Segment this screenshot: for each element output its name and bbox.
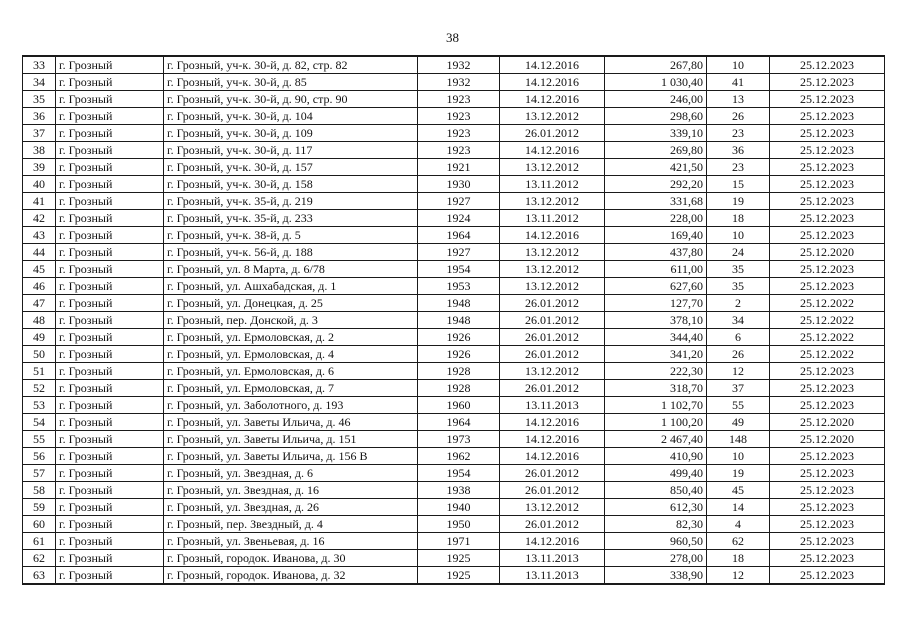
table-row — [23, 465, 885, 482]
deadline-cell: 25.12.2023 — [770, 261, 885, 278]
deadline-cell: 25.12.2023 — [770, 227, 885, 244]
row-number-cell: 46 — [23, 278, 56, 295]
table-row — [23, 533, 885, 550]
build-year-cell: 1973 — [418, 431, 500, 448]
deadline-cell: 25.12.2023 — [770, 56, 885, 74]
city-cell: г. Грозный — [56, 329, 164, 346]
table-row — [23, 431, 885, 448]
row-number-cell: 57 — [23, 465, 56, 482]
row-number-cell: 59 — [23, 499, 56, 516]
build-year-cell: 1953 — [418, 278, 500, 295]
area-cell: 298,60 — [605, 108, 707, 125]
inclusion-date-cell: 26.01.2012 — [500, 346, 605, 363]
deadline-cell: 25.12.2023 — [770, 380, 885, 397]
inclusion-date-cell: 13.12.2012 — [500, 499, 605, 516]
residents-count-cell: 4 — [707, 516, 770, 533]
address-cell: г. Грозный, уч-к. 38-й, д. 5 — [164, 227, 418, 244]
row-number-cell: 34 — [23, 74, 56, 91]
address-cell: г. Грозный, уч-к. 30-й, д. 90, стр. 90 — [164, 91, 418, 108]
area-cell: 278,00 — [605, 550, 707, 567]
address-cell: г. Грозный, ул. Ермоловская, д. 2 — [164, 329, 418, 346]
city-cell: г. Грозный — [56, 56, 164, 74]
area-cell: 2 467,40 — [605, 431, 707, 448]
table-row — [23, 193, 885, 210]
address-cell: г. Грозный, городок. Иванова, д. 32 — [164, 567, 418, 585]
deadline-cell: 25.12.2023 — [770, 108, 885, 125]
inclusion-date-cell: 14.12.2016 — [500, 91, 605, 108]
city-cell: г. Грозный — [56, 550, 164, 567]
address-cell: г. Грозный, городок. Иванова, д. 30 — [164, 550, 418, 567]
city-cell: г. Грозный — [56, 448, 164, 465]
area-cell: 1 030,40 — [605, 74, 707, 91]
residents-count-cell: 24 — [707, 244, 770, 261]
row-number-cell: 37 — [23, 125, 56, 142]
area-cell: 292,20 — [605, 176, 707, 193]
row-number-cell: 62 — [23, 550, 56, 567]
table-row — [23, 244, 885, 261]
table-row — [23, 312, 885, 329]
address-cell: г. Грозный, ул. Заветы Ильича, д. 151 — [164, 431, 418, 448]
area-cell: 499,40 — [605, 465, 707, 482]
residents-count-cell: 10 — [707, 56, 770, 74]
city-cell: г. Грозный — [56, 533, 164, 550]
inclusion-date-cell: 14.12.2016 — [500, 414, 605, 431]
area-cell: 318,70 — [605, 380, 707, 397]
build-year-cell: 1954 — [418, 261, 500, 278]
row-number-cell: 35 — [23, 91, 56, 108]
inclusion-date-cell: 13.12.2012 — [500, 261, 605, 278]
deadline-cell: 25.12.2023 — [770, 142, 885, 159]
deadline-cell: 25.12.2023 — [770, 482, 885, 499]
address-cell: г. Грозный, ул. Ермоловская, д. 7 — [164, 380, 418, 397]
build-year-cell: 1927 — [418, 193, 500, 210]
city-cell: г. Грозный — [56, 312, 164, 329]
row-number-cell: 47 — [23, 295, 56, 312]
inclusion-date-cell: 13.11.2013 — [500, 397, 605, 414]
city-cell: г. Грозный — [56, 397, 164, 414]
inclusion-date-cell: 14.12.2016 — [500, 448, 605, 465]
table-row — [23, 159, 885, 176]
build-year-cell: 1950 — [418, 516, 500, 533]
area-cell: 222,30 — [605, 363, 707, 380]
build-year-cell: 1932 — [418, 74, 500, 91]
city-cell: г. Грозный — [56, 244, 164, 261]
deadline-cell: 25.12.2023 — [770, 74, 885, 91]
row-number-cell: 60 — [23, 516, 56, 533]
city-cell: г. Грозный — [56, 159, 164, 176]
inclusion-date-cell: 13.11.2012 — [500, 176, 605, 193]
deadline-cell: 25.12.2022 — [770, 295, 885, 312]
table-row — [23, 346, 885, 363]
city-cell: г. Грозный — [56, 346, 164, 363]
row-number-cell: 45 — [23, 261, 56, 278]
area-cell: 410,90 — [605, 448, 707, 465]
table-row — [23, 176, 885, 193]
area-cell: 269,80 — [605, 142, 707, 159]
address-cell: г. Грозный, пер. Звездный, д. 4 — [164, 516, 418, 533]
residents-count-cell: 34 — [707, 312, 770, 329]
city-cell: г. Грозный — [56, 108, 164, 125]
inclusion-date-cell: 26.01.2012 — [500, 295, 605, 312]
row-number-cell: 44 — [23, 244, 56, 261]
build-year-cell: 1923 — [418, 142, 500, 159]
inclusion-date-cell: 13.12.2012 — [500, 363, 605, 380]
inclusion-date-cell: 13.11.2013 — [500, 550, 605, 567]
inclusion-date-cell: 13.11.2013 — [500, 567, 605, 585]
table-row — [23, 142, 885, 159]
area-cell: 338,90 — [605, 567, 707, 585]
residents-count-cell: 10 — [707, 227, 770, 244]
table-row — [23, 550, 885, 567]
build-year-cell: 1928 — [418, 363, 500, 380]
residents-count-cell: 19 — [707, 465, 770, 482]
build-year-cell: 1948 — [418, 312, 500, 329]
row-number-cell: 55 — [23, 431, 56, 448]
table-row — [23, 91, 885, 108]
city-cell: г. Грозный — [56, 295, 164, 312]
city-cell: г. Грозный — [56, 414, 164, 431]
row-number-cell: 40 — [23, 176, 56, 193]
deadline-cell: 25.12.2023 — [770, 176, 885, 193]
area-cell: 246,00 — [605, 91, 707, 108]
row-number-cell: 53 — [23, 397, 56, 414]
address-cell: г. Грозный, ул. Звездная, д. 26 — [164, 499, 418, 516]
row-number-cell: 48 — [23, 312, 56, 329]
build-year-cell: 1921 — [418, 159, 500, 176]
table-row — [23, 482, 885, 499]
table-row — [23, 363, 885, 380]
area-cell: 1 102,70 — [605, 397, 707, 414]
build-year-cell: 1926 — [418, 346, 500, 363]
residents-count-cell: 12 — [707, 363, 770, 380]
address-cell: г. Грозный, уч-к. 30-й, д. 158 — [164, 176, 418, 193]
build-year-cell: 1930 — [418, 176, 500, 193]
city-cell: г. Грозный — [56, 261, 164, 278]
city-cell: г. Грозный — [56, 210, 164, 227]
table-row — [23, 329, 885, 346]
row-number-cell: 39 — [23, 159, 56, 176]
area-cell: 344,40 — [605, 329, 707, 346]
address-cell: г. Грозный, ул. Звездная, д. 16 — [164, 482, 418, 499]
row-number-cell: 54 — [23, 414, 56, 431]
city-cell: г. Грозный — [56, 482, 164, 499]
table-row — [23, 567, 885, 585]
table-row — [23, 108, 885, 125]
address-cell: г. Грозный, уч-к. 56-й, д. 188 — [164, 244, 418, 261]
residents-count-cell: 35 — [707, 278, 770, 295]
address-cell: г. Грозный, уч-к. 30-й, д. 82, стр. 82 — [164, 56, 418, 74]
deadline-cell: 25.12.2023 — [770, 448, 885, 465]
city-cell: г. Грозный — [56, 380, 164, 397]
inclusion-date-cell: 14.12.2016 — [500, 227, 605, 244]
build-year-cell: 1925 — [418, 567, 500, 585]
area-cell: 1 100,20 — [605, 414, 707, 431]
deadline-cell: 25.12.2023 — [770, 125, 885, 142]
deadline-cell: 25.12.2023 — [770, 516, 885, 533]
residents-count-cell: 41 — [707, 74, 770, 91]
inclusion-date-cell: 13.12.2012 — [500, 193, 605, 210]
row-number-cell: 49 — [23, 329, 56, 346]
build-year-cell: 1964 — [418, 227, 500, 244]
build-year-cell: 1940 — [418, 499, 500, 516]
table-row — [23, 448, 885, 465]
build-year-cell: 1923 — [418, 91, 500, 108]
address-cell: г. Грозный, пер. Донской, д. 3 — [164, 312, 418, 329]
area-cell: 627,60 — [605, 278, 707, 295]
table-row — [23, 499, 885, 516]
housing-registry-table — [22, 55, 885, 585]
deadline-cell: 25.12.2023 — [770, 278, 885, 295]
deadline-cell: 25.12.2023 — [770, 465, 885, 482]
build-year-cell: 1923 — [418, 108, 500, 125]
inclusion-date-cell: 13.12.2012 — [500, 278, 605, 295]
table-row — [23, 380, 885, 397]
address-cell: г. Грозный, уч-к. 35-й, д. 219 — [164, 193, 418, 210]
row-number-cell: 56 — [23, 448, 56, 465]
row-number-cell: 36 — [23, 108, 56, 125]
city-cell: г. Грозный — [56, 125, 164, 142]
table-row — [23, 278, 885, 295]
page-number: 38 — [446, 30, 459, 45]
build-year-cell: 1938 — [418, 482, 500, 499]
city-cell: г. Грозный — [56, 363, 164, 380]
table-row — [23, 261, 885, 278]
inclusion-date-cell: 14.12.2016 — [500, 431, 605, 448]
row-number-cell: 38 — [23, 142, 56, 159]
build-year-cell: 1932 — [418, 56, 500, 74]
deadline-cell: 25.12.2023 — [770, 193, 885, 210]
city-cell: г. Грозный — [56, 176, 164, 193]
area-cell: 850,40 — [605, 482, 707, 499]
inclusion-date-cell: 14.12.2016 — [500, 56, 605, 74]
address-cell: г. Грозный, ул. Ермоловская, д. 4 — [164, 346, 418, 363]
address-cell: г. Грозный, уч-к. 30-й, д. 104 — [164, 108, 418, 125]
address-cell: г. Грозный, ул. 8 Марта, д. 6/78 — [164, 261, 418, 278]
row-number-cell: 61 — [23, 533, 56, 550]
address-cell: г. Грозный, ул. Звездная, д. 6 — [164, 465, 418, 482]
row-number-cell: 41 — [23, 193, 56, 210]
build-year-cell: 1927 — [418, 244, 500, 261]
residents-count-cell: 49 — [707, 414, 770, 431]
address-cell: г. Грозный, уч-к. 30-й, д. 109 — [164, 125, 418, 142]
city-cell: г. Грозный — [56, 499, 164, 516]
area-cell: 127,70 — [605, 295, 707, 312]
row-number-cell: 43 — [23, 227, 56, 244]
table-row — [23, 414, 885, 431]
residents-count-cell: 18 — [707, 550, 770, 567]
residents-count-cell: 26 — [707, 108, 770, 125]
residents-count-cell: 10 — [707, 448, 770, 465]
build-year-cell: 1925 — [418, 550, 500, 567]
city-cell: г. Грозный — [56, 227, 164, 244]
area-cell: 960,50 — [605, 533, 707, 550]
address-cell: г. Грозный, уч-к. 30-й, д. 117 — [164, 142, 418, 159]
address-cell: г. Грозный, уч-к. 30-й, д. 157 — [164, 159, 418, 176]
residents-count-cell: 37 — [707, 380, 770, 397]
city-cell: г. Грозный — [56, 278, 164, 295]
build-year-cell: 1948 — [418, 295, 500, 312]
inclusion-date-cell: 14.12.2016 — [500, 142, 605, 159]
deadline-cell: 25.12.2023 — [770, 91, 885, 108]
inclusion-date-cell: 13.12.2012 — [500, 108, 605, 125]
area-cell: 612,30 — [605, 499, 707, 516]
residents-count-cell: 6 — [707, 329, 770, 346]
area-cell: 228,00 — [605, 210, 707, 227]
residents-count-cell: 13 — [707, 91, 770, 108]
area-cell: 611,00 — [605, 261, 707, 278]
deadline-cell: 25.12.2020 — [770, 414, 885, 431]
deadline-cell: 25.12.2020 — [770, 431, 885, 448]
city-cell: г. Грозный — [56, 74, 164, 91]
deadline-cell: 25.12.2023 — [770, 499, 885, 516]
residents-count-cell: 2 — [707, 295, 770, 312]
row-number-cell: 33 — [23, 56, 56, 74]
build-year-cell: 1923 — [418, 125, 500, 142]
residents-count-cell: 12 — [707, 567, 770, 585]
table-row — [23, 295, 885, 312]
area-cell: 82,30 — [605, 516, 707, 533]
deadline-cell: 25.12.2023 — [770, 363, 885, 380]
address-cell: г. Грозный, ул. Донецкая, д. 25 — [164, 295, 418, 312]
address-cell: г. Грозный, ул. Ашхабадская, д. 1 — [164, 278, 418, 295]
area-cell: 421,50 — [605, 159, 707, 176]
address-cell: г. Грозный, ул. Заветы Ильича, д. 46 — [164, 414, 418, 431]
area-cell: 331,68 — [605, 193, 707, 210]
inclusion-date-cell: 14.12.2016 — [500, 74, 605, 91]
build-year-cell: 1924 — [418, 210, 500, 227]
row-number-cell: 52 — [23, 380, 56, 397]
city-cell: г. Грозный — [56, 142, 164, 159]
city-cell: г. Грозный — [56, 516, 164, 533]
build-year-cell: 1960 — [418, 397, 500, 414]
table-row — [23, 227, 885, 244]
residents-count-cell: 36 — [707, 142, 770, 159]
residents-count-cell: 18 — [707, 210, 770, 227]
deadline-cell: 25.12.2023 — [770, 550, 885, 567]
area-cell: 341,20 — [605, 346, 707, 363]
row-number-cell: 42 — [23, 210, 56, 227]
inclusion-date-cell: 13.12.2012 — [500, 159, 605, 176]
address-cell: г. Грозный, уч-к. 35-й, д. 233 — [164, 210, 418, 227]
table-row — [23, 74, 885, 91]
build-year-cell: 1971 — [418, 533, 500, 550]
residents-count-cell: 35 — [707, 261, 770, 278]
area-cell: 267,80 — [605, 56, 707, 74]
area-cell: 437,80 — [605, 244, 707, 261]
address-cell: г. Грозный, ул. Заболотного, д. 193 — [164, 397, 418, 414]
deadline-cell: 25.12.2023 — [770, 533, 885, 550]
city-cell: г. Грозный — [56, 193, 164, 210]
area-cell: 378,10 — [605, 312, 707, 329]
deadline-cell: 25.12.2022 — [770, 346, 885, 363]
build-year-cell: 1928 — [418, 380, 500, 397]
inclusion-date-cell: 13.11.2012 — [500, 210, 605, 227]
address-cell: г. Грозный, ул. Ермоловская, д. 6 — [164, 363, 418, 380]
deadline-cell: 25.12.2023 — [770, 210, 885, 227]
table-row — [23, 516, 885, 533]
row-number-cell: 63 — [23, 567, 56, 585]
residents-count-cell: 55 — [707, 397, 770, 414]
residents-count-cell: 148 — [707, 431, 770, 448]
build-year-cell: 1954 — [418, 465, 500, 482]
registry-table-body — [23, 56, 885, 584]
deadline-cell: 25.12.2022 — [770, 329, 885, 346]
city-cell: г. Грозный — [56, 567, 164, 585]
table-row — [23, 56, 885, 74]
residents-count-cell: 23 — [707, 125, 770, 142]
residents-count-cell: 14 — [707, 499, 770, 516]
inclusion-date-cell: 26.01.2012 — [500, 380, 605, 397]
build-year-cell: 1964 — [418, 414, 500, 431]
address-cell: г. Грозный, ул. Звеньевая, д. 16 — [164, 533, 418, 550]
residents-count-cell: 45 — [707, 482, 770, 499]
row-number-cell: 51 — [23, 363, 56, 380]
table-row — [23, 125, 885, 142]
deadline-cell: 25.12.2022 — [770, 312, 885, 329]
area-cell: 339,10 — [605, 125, 707, 142]
inclusion-date-cell: 26.01.2012 — [500, 516, 605, 533]
table-row — [23, 210, 885, 227]
inclusion-date-cell: 26.01.2012 — [500, 329, 605, 346]
table-row — [23, 397, 885, 414]
residents-count-cell: 19 — [707, 193, 770, 210]
address-cell: г. Грозный, ул. Заветы Ильича, д. 156 В — [164, 448, 418, 465]
row-number-cell: 58 — [23, 482, 56, 499]
inclusion-date-cell: 26.01.2012 — [500, 465, 605, 482]
row-number-cell: 50 — [23, 346, 56, 363]
residents-count-cell: 26 — [707, 346, 770, 363]
deadline-cell: 25.12.2020 — [770, 244, 885, 261]
build-year-cell: 1962 — [418, 448, 500, 465]
residents-count-cell: 15 — [707, 176, 770, 193]
inclusion-date-cell: 13.12.2012 — [500, 244, 605, 261]
address-cell: г. Грозный, уч-к. 30-й, д. 85 — [164, 74, 418, 91]
residents-count-cell: 23 — [707, 159, 770, 176]
deadline-cell: 25.12.2023 — [770, 159, 885, 176]
city-cell: г. Грозный — [56, 91, 164, 108]
deadline-cell: 25.12.2023 — [770, 397, 885, 414]
inclusion-date-cell: 26.01.2012 — [500, 125, 605, 142]
build-year-cell: 1926 — [418, 329, 500, 346]
area-cell: 169,40 — [605, 227, 707, 244]
inclusion-date-cell: 26.01.2012 — [500, 312, 605, 329]
residents-count-cell: 62 — [707, 533, 770, 550]
deadline-cell: 25.12.2023 — [770, 567, 885, 585]
city-cell: г. Грозный — [56, 465, 164, 482]
inclusion-date-cell: 26.01.2012 — [500, 482, 605, 499]
inclusion-date-cell: 14.12.2016 — [500, 533, 605, 550]
city-cell: г. Грозный — [56, 431, 164, 448]
